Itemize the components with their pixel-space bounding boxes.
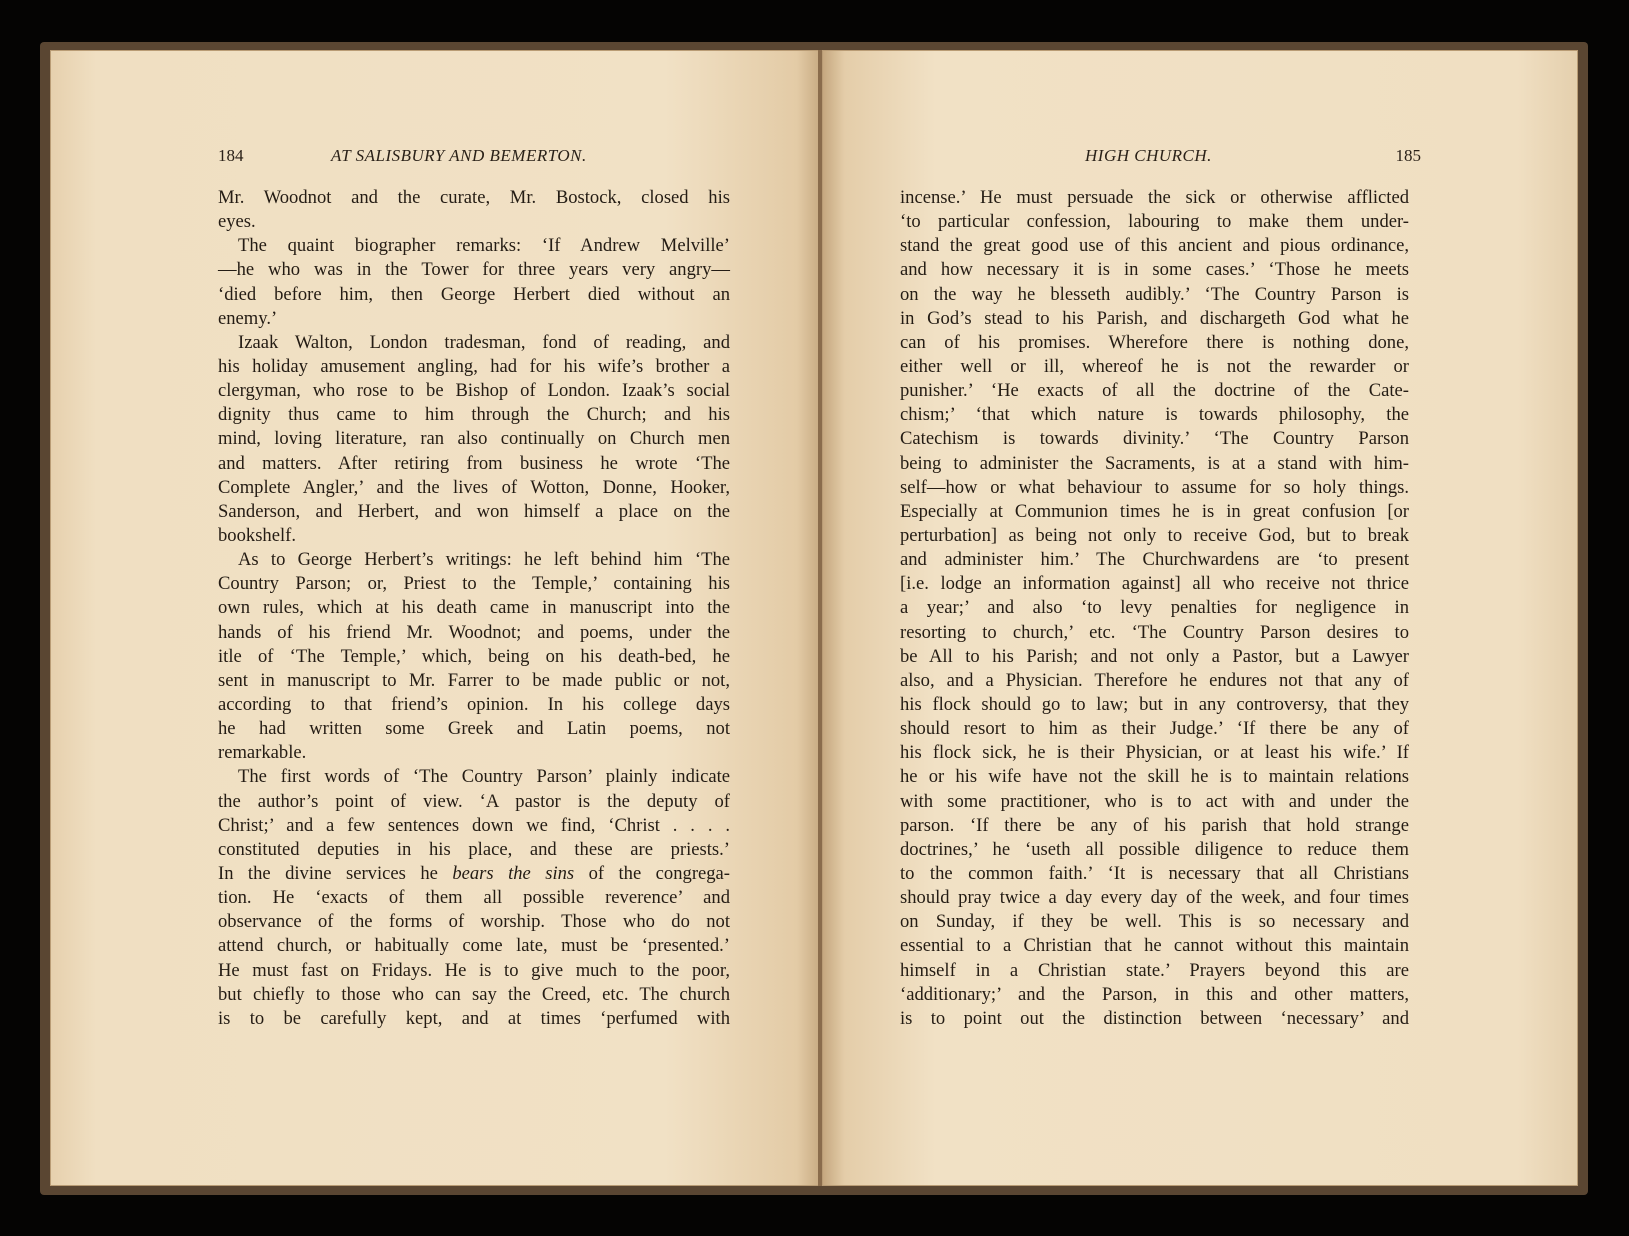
- text-line: resorting to church,’ etc. ‘The Country Parson desires to: [900, 621, 1409, 643]
- text-line: Complete Angler,’ and the lives of Wotton, Donne, Hooker,: [218, 476, 730, 498]
- text-line: he had written some Greek and Latin poems, not: [218, 718, 730, 740]
- text-line: He must fast on Fridays. He is to give much to the poor,: [218, 959, 730, 981]
- text-line: observance of the forms of worship. Those who do not: [218, 911, 730, 933]
- text-line: in God’s stead to his Parish, and dischargeth God what he: [900, 307, 1409, 329]
- left-body-text: [218, 186, 730, 1031]
- text-line: Country Parson; or, Priest to the Temple,’ containing his: [218, 573, 730, 595]
- text-line: —he who was in the Tower for three years very angry—: [218, 259, 730, 281]
- text-line: Sanderson, and Herbert, and won himself a place on the: [218, 500, 730, 522]
- right-running-title: HIGH CHURCH.: [1085, 146, 1212, 165]
- text-line: should resort to him as their Judge.’ ‘If there be any of: [900, 718, 1409, 740]
- text-line: dignity thus came to him through the Church; and his: [218, 404, 730, 426]
- text-line: should pray twice a day every day of the week, and four times: [900, 887, 1409, 909]
- text-line: incense.’ He must persuade the sick or otherwise afflicted: [900, 187, 1409, 208]
- text-line: being to administer the Sacraments, is at a stand with him-: [900, 452, 1409, 474]
- text-line: own rules, which at his death came in manuscript into the: [218, 597, 730, 619]
- text-line: the author’s point of view. ‘A pastor is the deputy of: [218, 790, 730, 812]
- left-running-head: [218, 146, 730, 174]
- text-line: with some practitioner, who is to act with and under the: [900, 790, 1409, 812]
- text-line: constituted deputies in his place, and these are priests.’: [218, 838, 730, 860]
- text-line: remarkable.: [218, 742, 307, 764]
- text-line: can of his promises. Wherefore there is nothing done,: [900, 331, 1409, 353]
- text-line: and matters. After retiring from business he wrote ‘The: [218, 452, 730, 474]
- text-line: on the way he blesseth audibly.’ ‘The Country Parson is: [900, 283, 1409, 305]
- text-line: but chiefly to those who can say the Creed, etc. The church: [218, 983, 730, 1005]
- text-line: ‘additionary;’ and the Parson, in this and other matters,: [900, 983, 1409, 1005]
- left-page: [50, 50, 820, 1186]
- text-line: parson. ‘If there be any of his parish that hold strange: [900, 814, 1409, 836]
- text-line: his flock sick, he is their Physician, or at least his wife.’ If: [900, 742, 1409, 764]
- text-line: tion. He ‘exacts of them all possible reverence’ and: [218, 887, 730, 909]
- text-line: and administer him.’ The Churchwardens are ‘to present: [900, 549, 1409, 571]
- text-line: Catechism is towards divinity.’ ‘The Country Parson: [900, 428, 1409, 450]
- text-line: is to be carefully kept, and at times ‘perfumed with: [218, 1007, 730, 1029]
- text-line: itle of ‘The Temple,’ which, being on his death-bed, he: [218, 645, 730, 667]
- text-line: bookshelf.: [218, 524, 296, 546]
- text-line: his flock should go to law; but in any controversy, that they: [900, 693, 1409, 715]
- text-line: either well or ill, whereof he is not the rewarder or: [900, 355, 1409, 377]
- text-line: Izaak Walton, London tradesman, fond of reading, and: [238, 331, 730, 353]
- text-line: himself in a Christian state.’ Prayers beyond this are: [900, 959, 1409, 981]
- text-line: enemy.’: [218, 307, 278, 329]
- text-line: stand the great good use of this ancient and pious ordinance,: [900, 235, 1409, 257]
- text-line: As to George Herbert’s writings: he left behind him ‘The: [238, 549, 730, 571]
- text-line: ‘to particular confession, labouring to make them under-: [900, 211, 1409, 233]
- open-book: [40, 42, 1588, 1195]
- text-line: is to point out the distinction between ‘necessary’ and: [900, 1007, 1409, 1029]
- text-line: essential to a Christian that he cannot without this maintain: [900, 935, 1409, 957]
- text-line: In the divine services he bears the sins of the congrega-: [218, 862, 731, 884]
- left-page-number: 184: [218, 146, 244, 165]
- right-page-number: 185: [1395, 146, 1421, 165]
- text-line: his holiday amusement angling, had for his wife’s brother a: [218, 355, 730, 377]
- text-line: clergyman, who rose to be Bishop of London. Izaak’s social: [218, 380, 730, 402]
- text-line: Mr. Woodnot and the curate, Mr. Bostock, closed his: [218, 187, 730, 208]
- text-line: The quaint biographer remarks: ‘If Andrew Melville’: [238, 235, 730, 257]
- right-running-head: [900, 146, 1421, 174]
- text-line: hands of his friend Mr. Woodnot; and poems, under the: [218, 621, 730, 643]
- text-line: [i.e. lodge an information against] all who receive not thrice: [900, 573, 1409, 595]
- right-body-text: [900, 186, 1409, 1031]
- text-line: attend church, or habitually come late, must be ‘presented.’: [218, 935, 730, 957]
- left-running-title: AT SALISBURY AND BEMERTON.: [331, 146, 587, 165]
- text-line: sent in manuscript to Mr. Farrer to be made public or not,: [218, 669, 730, 691]
- text-line: ‘died before him, then George Herbert died without an: [218, 283, 730, 305]
- text-line: self—how or what behaviour to assume for so holy things.: [900, 476, 1409, 498]
- text-line: a year;’ and also ‘to levy penalties for negligence in: [900, 597, 1409, 619]
- text-line: according to that friend’s opinion. In his college days: [218, 693, 730, 715]
- text-line: doctrines,’ he ‘useth all possible diligence to reduce them: [900, 838, 1409, 860]
- text-line: on Sunday, if they be well. This is so necessary and: [900, 911, 1409, 933]
- text-line: Christ;’ and a few sentences down we find, ‘Christ . . . .: [218, 814, 730, 836]
- text-line: perturbation] as being not only to receive God, but to break: [900, 524, 1409, 546]
- text-line: eyes.: [218, 211, 256, 233]
- text-line: punisher.’ ‘He exacts of all the doctrine of the Cate-: [900, 380, 1409, 402]
- text-line: and how necessary it is in some cases.’ ‘Those he meets: [900, 259, 1409, 281]
- right-page: [822, 50, 1578, 1186]
- text-line: also, and a Physician. Therefore he endures not that any of: [900, 669, 1409, 691]
- text-line: Especially at Communion times he is in great confusion [or: [900, 500, 1409, 522]
- text-line: chism;’ ‘that which nature is towards philosophy, the: [900, 404, 1409, 426]
- text-line: be All to his Parish; and not only a Pastor, but a Lawyer: [900, 645, 1409, 667]
- text-line: he or his wife have not the skill he is to maintain relations: [900, 766, 1409, 788]
- text-line: mind, loving literature, ran also continually on Church men: [218, 428, 730, 450]
- text-line: The first words of ‘The Country Parson’ plainly indicate: [238, 766, 730, 788]
- text-line: to the common faith.’ ‘It is necessary that all Christians: [900, 862, 1409, 884]
